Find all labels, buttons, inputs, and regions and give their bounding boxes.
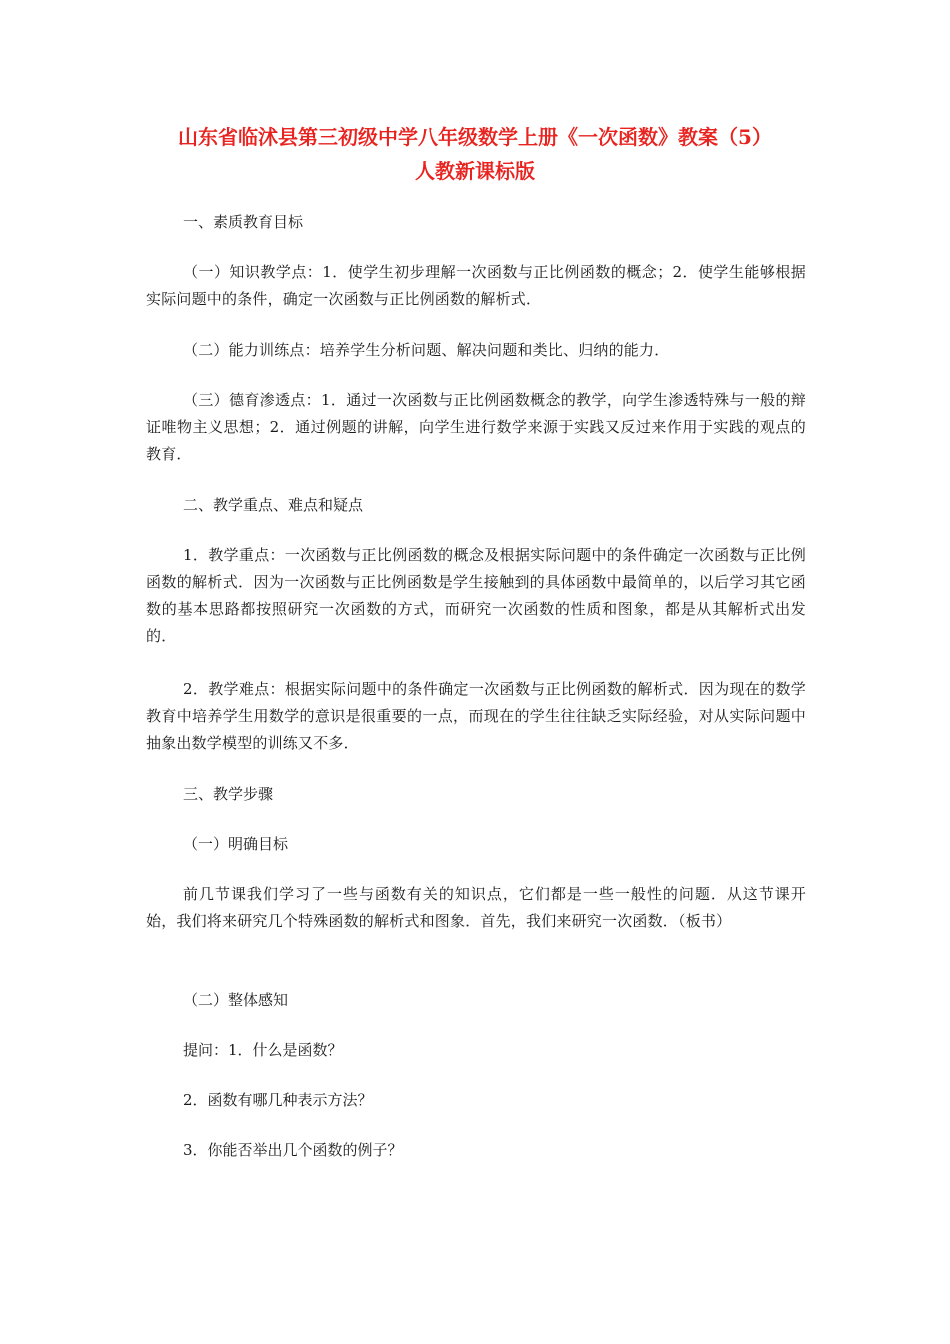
subsection-heading-goals: （一）明确目标 <box>183 835 289 853</box>
question-item-2: 2．函数有哪几种表示方法？ <box>183 1091 373 1109</box>
paragraph-teaching-difficulty: 2．教学难点：根据实际问题中的条件确定一次函数与正比例函数的解析式．因为现在的数学教育中培养学生用数学的意识是很重要的一点，而现在的学生往往缺乏实际经验，对从实际问题中抽象出数学模型的训练又不多． <box>146 680 806 752</box>
paragraph-teaching-key: 1．教学重点：一次函数与正比例函数的概念及根据实际问题中的条件确定一次函数与正比例函数的解析式．因为一次函数与正比例函数是学生接触到的具体函数中最简单的，以后学习其它函数的基本思路都按照研究一次函数的方式，而研究一次函数的性质和图象，都是从其解析式出发的． <box>146 546 806 645</box>
section-heading-key-difficult: 二、教学重点、难点和疑点 <box>183 496 364 514</box>
document-title-line2: 人教新课标版 <box>415 159 535 183</box>
paragraph-ability-points: （二）能力训练点：培养学生分析问题、解决问题和类比、归纳的能力． <box>183 341 670 359</box>
paragraph-knowledge-points: （一）知识教学点：1．使学生初步理解一次函数与正比例函数的概念；2．使学生能够根据实际问题中的条件，确定一次函数与正比例函数的解析式． <box>146 263 806 308</box>
paragraph-goal-intro: 前几节课我们学习了一些与函数有关的知识点，它们都是一些一般性的问题．从这节课开始，我们将来研究几个特殊函数的解析式和图象．首先，我们来研究一次函数．（板书） <box>146 885 806 930</box>
section-heading-objectives: 一、素质教育目标 <box>183 213 304 231</box>
subsection-heading-perception: （二）整体感知 <box>183 991 289 1009</box>
question-item-1: 提问：1．什么是函数？ <box>183 1041 343 1059</box>
question-item-3: 3．你能否举出几个函数的例子？ <box>183 1141 403 1159</box>
document-title-line1: 山东省临沭县第三初级中学八年级数学上册《一次函数》教案（5） <box>178 125 772 149</box>
section-heading-steps: 三、教学步骤 <box>183 785 274 803</box>
paragraph-moral-points: （三）德育渗透点：1．通过一次函数与正比例函数概念的教学，向学生渗透特殊与一般的辩证唯物主义思想；2．通过例题的讲解，向学生进行数学来源于实践又反过来作用于实践的观点的教育． <box>146 391 806 463</box>
